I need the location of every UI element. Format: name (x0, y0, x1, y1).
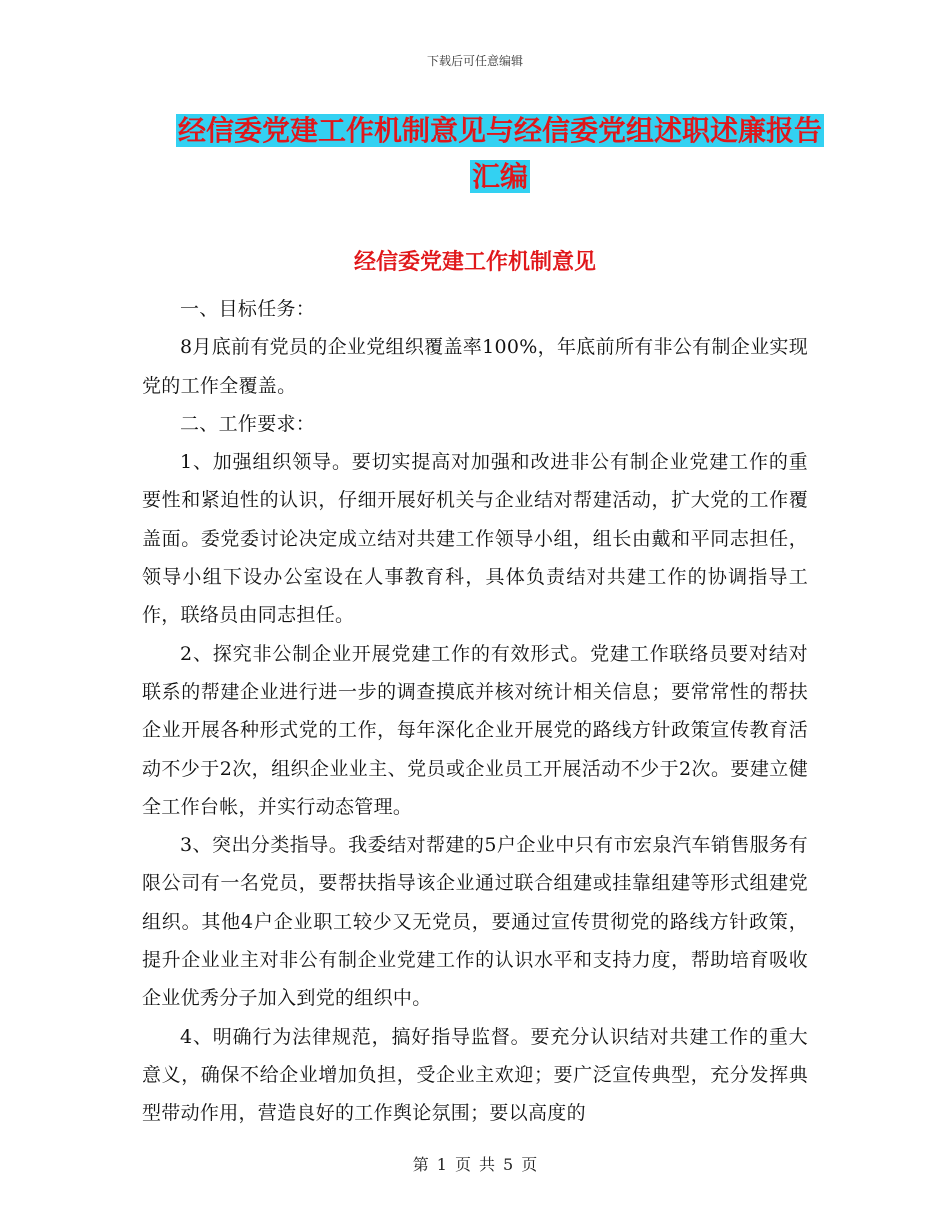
paragraph-requirement-2: 2、探究非公制企业开展党建工作的有效形式。党建工作联络员要对结对联系的帮建企业进行进一步的调查摸底并核对统计相关信息；要常常性的帮扶企业开展各种形式党的工作，每年深化企业开展党的路线方针政策宣传教育活动不少于2次，组织企业业主、党员或企业员工开展活动不少于2次。要建立健全工作台帐，并实行动态管理。 (142, 642, 808, 818)
paragraph-requirements-heading: 二、工作要求： (180, 412, 316, 435)
footer-page-number: 1 (436, 1155, 447, 1174)
paragraph-goal: 8月底前有党员的企业党组织覆盖率100%，年底前所有非公有制企业实现党的工作全覆盖。 (142, 336, 808, 397)
document-title-line-2: 汇编 (471, 160, 528, 193)
footer-label-di: 第 (412, 1155, 429, 1174)
header-note: 下载后可任意编辑 (426, 54, 523, 68)
document-title-line-1: 经信委党建工作机制意见与经信委党组述职述廉报告 (177, 114, 822, 147)
paragraph-goal-heading: 一、目标任务： (180, 298, 316, 320)
paragraph-requirement-1: 1、加强组织领导。要切实提高对加强和改进非公有制企业党建工作的重要性和紧迫性的认识，仔细开展好机关与企业结对帮建活动，扩大党的工作覆盖面。委党委讨论决定成立结对共建工作领导小组，组长由戴和平同志担任，领导小组下设办公室设在人事教育科，具体负责结对共建工作的协调指导工作，联络员由同志担任。 (142, 451, 808, 627)
section-title: 经信委党建工作机制意见 (353, 249, 596, 275)
paragraph-requirement-3: 3、突出分类指导。我委结对帮建的5户企业中只有市宏泉汽车销售服务有限公司有一名党员，要帮扶指导该企业通过联合组建或挂靠组建等形式组建党组织。其他4户企业职工较少又无党员，要通过宣传贯彻党的路线方针政策，提升企业业主对非公有制企业党建工作的认识水平和支持力度，帮助培育吸收企业优秀分子加入到党的组织中。 (142, 834, 808, 1010)
footer-label-ye: 页 (454, 1155, 471, 1174)
page-footer (0, 1152, 950, 1175)
footer-total-pages: 5 (503, 1155, 514, 1174)
document-body (142, 290, 808, 1133)
paragraph-requirement-4: 4、明确行为法律规范，搞好指导监督。要充分认识结对共建工作的重大意义，确保不给企业增加负担，受企业主欢迎；要广泛宣传典型，充分发挥典型带动作用，营造良好的工作舆论氛围；要以高度的 (142, 1025, 808, 1125)
footer-label-ye2: 页 (521, 1155, 538, 1174)
document-title (150, 108, 850, 200)
footer-label-gong: 共 (479, 1155, 496, 1174)
